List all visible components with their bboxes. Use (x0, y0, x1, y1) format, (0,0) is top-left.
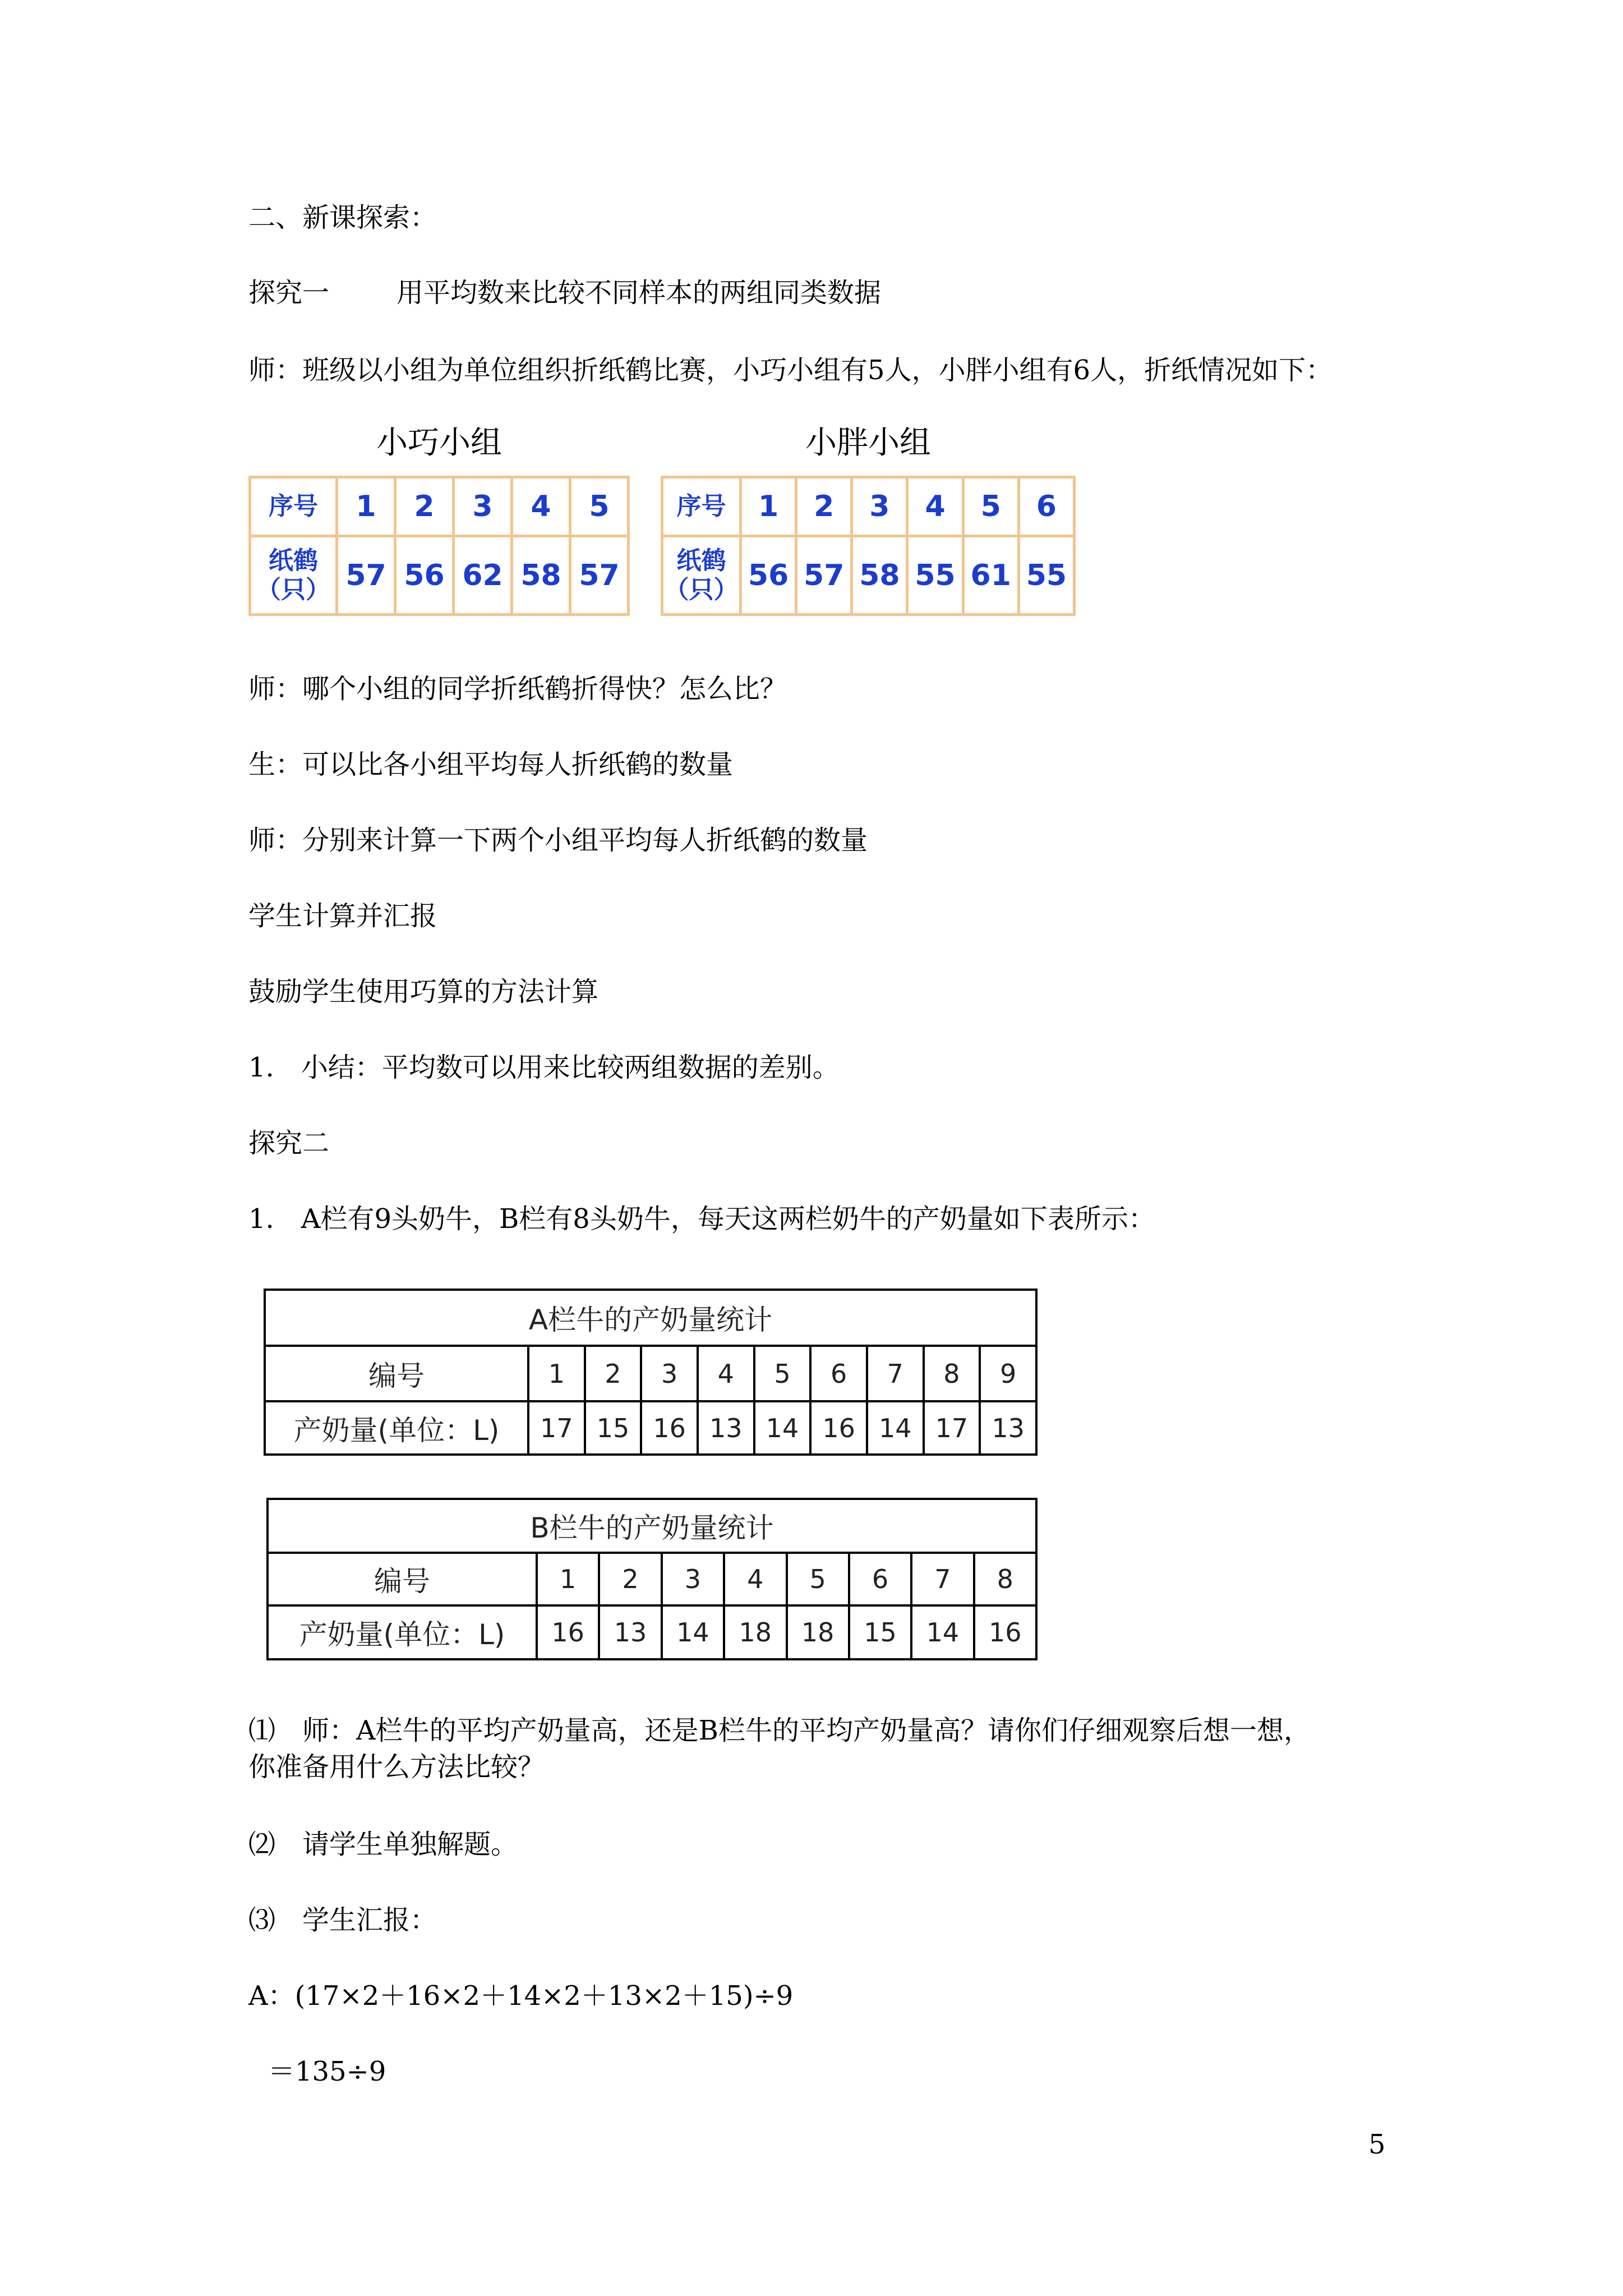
xiaoqiao-value-cell: 57 (337, 536, 395, 615)
a-number-cell: 1 (528, 1346, 585, 1401)
a-yield-cell: 14 (754, 1401, 811, 1455)
xiaopang-value-cell: 55 (907, 536, 963, 615)
xiaopang-caption: 小胖小组 (805, 425, 931, 461)
xiaopang-number-cell: 4 (907, 477, 963, 536)
xiaoqiao-caption: 小巧小组 (376, 425, 502, 461)
xiaopang-number-cell: 5 (963, 477, 1018, 536)
b-yield-cell: 18 (724, 1605, 786, 1659)
a-yield-cell: 16 (810, 1401, 867, 1455)
b-number-cell: 5 (787, 1553, 849, 1605)
xiaopang-value-cell: 55 (1018, 536, 1074, 615)
xiaoqiao-table (248, 476, 630, 616)
xiaoqiao-value-row (250, 536, 629, 615)
a-number-cell: 3 (641, 1346, 698, 1401)
b-yield-cell: 16 (974, 1605, 1036, 1659)
b-number-row (268, 1553, 1036, 1605)
xiaopang-number-cell: 2 (796, 477, 852, 536)
a-yield-cell: 15 (585, 1401, 642, 1455)
xiaopang-number-cell: 6 (1018, 477, 1074, 536)
calculation-line-1: A：(17×2＋16×2＋14×2＋13×2＋15)÷9 (248, 1980, 794, 2012)
xiaoqiao-number-cell: 3 (454, 477, 512, 536)
b-number-cell: 8 (974, 1553, 1036, 1605)
a-yield-cell: 17 (924, 1401, 980, 1455)
xiaopang-number-row (662, 477, 1075, 536)
b-milk-table (266, 1498, 1038, 1660)
xiaopang-value-cell: 61 (963, 536, 1018, 615)
a-number-row (265, 1346, 1036, 1401)
dialogue-line: 鼓励学生使用巧算的方法计算 (248, 976, 599, 1007)
a-number-label: 编号 (265, 1346, 528, 1401)
a-yield-cell: 13 (980, 1401, 1036, 1455)
step-two: ⑵ 请学生单独解题。 (248, 1829, 518, 1860)
a-number-cell: 2 (585, 1346, 642, 1401)
inquiry-two-problem: 1. A栏有9头奶牛，B栏有8头奶牛，每天这两栏奶牛的产奶量如下表所示： (248, 1203, 1155, 1235)
a-milk-table (264, 1289, 1038, 1456)
xiaopang-value-row (662, 536, 1075, 615)
step-one-line-1: ⑴ 师：A栏牛的平均产奶量高，还是B栏牛的平均产奶量高？请你们仔细观察后想一想， (248, 1715, 1311, 1746)
b-yield-cell: 14 (911, 1605, 974, 1659)
xiaopang-number-cell: 3 (852, 477, 907, 536)
xiaopang-value-cell: 56 (741, 536, 796, 615)
xiaoqiao-number-cell: 2 (395, 477, 454, 536)
xiaopang-number-cell: 1 (741, 477, 796, 536)
a-value-row (265, 1401, 1036, 1455)
a-milk-table-title: A栏牛的产奶量统计 (265, 1290, 1036, 1346)
xiaopang-value-cell: 57 (796, 536, 852, 615)
a-yield-cell: 13 (698, 1401, 754, 1455)
inquiry-one-label: 探究一 (248, 277, 330, 309)
b-number-cell: 3 (662, 1553, 724, 1605)
b-yield-cell: 13 (599, 1605, 661, 1659)
step-three: ⑶ 学生汇报： (248, 1904, 437, 1936)
a-number-cell: 7 (867, 1346, 924, 1401)
inquiry-two-label: 探究二 (248, 1128, 330, 1159)
a-number-cell: 6 (810, 1346, 867, 1401)
b-number-cell: 2 (599, 1553, 661, 1605)
b-value-row (268, 1605, 1036, 1659)
xiaoqiao-value-cell: 58 (512, 536, 570, 615)
dialogue-line: 师：哪个小组的同学折纸鹤折得快？怎么比？ (248, 673, 787, 705)
a-number-cell: 5 (754, 1346, 811, 1401)
b-yield-cell: 14 (662, 1605, 724, 1659)
dialogue-line: 师：分别来计算一下两个小组平均每人折纸鹤的数量 (248, 825, 868, 856)
a-number-cell: 8 (924, 1346, 980, 1401)
a-yield-label: 产奶量(单位：L) (265, 1401, 528, 1455)
a-number-cell: 9 (980, 1346, 1036, 1401)
b-yield-label: 产奶量(单位：L) (268, 1605, 537, 1659)
xiaoqiao-value-cell: 62 (454, 536, 512, 615)
b-number-cell: 4 (724, 1553, 786, 1605)
xiaoqiao-count-label: 纸鹤 （只） (250, 536, 337, 615)
dialogue-line: 生：可以比各小组平均每人折纸鹤的数量 (248, 749, 734, 780)
b-yield-cell: 18 (787, 1605, 849, 1659)
xiaopang-header-label: 序号 (662, 477, 741, 536)
xiaoqiao-header-label: 序号 (250, 477, 337, 536)
a-yield-cell: 16 (641, 1401, 698, 1455)
calculation-line-2: ＝135÷9 (268, 2056, 386, 2087)
b-number-cell: 1 (537, 1553, 599, 1605)
xiaoqiao-value-cell: 57 (570, 536, 629, 615)
section-heading: 二、新课探索： (248, 202, 437, 233)
a-number-cell: 4 (698, 1346, 754, 1401)
xiaoqiao-number-cell: 1 (337, 477, 395, 536)
xiaopang-value-cell: 58 (852, 536, 907, 615)
b-number-label: 编号 (268, 1553, 537, 1605)
b-number-cell: 6 (849, 1553, 911, 1605)
intro-line: 师：班级以小组为单位组织折纸鹤比赛，小巧小组有5人，小胖小组有6人，折纸情况如下： (248, 355, 1333, 386)
step-one-line-2: 你准备用什么方法比较？ (248, 1751, 545, 1783)
xiaoqiao-number-row (250, 477, 629, 536)
page-number: 5 (1368, 2129, 1386, 2160)
xiaopang-table (661, 476, 1076, 616)
xiaoqiao-value-cell: 56 (395, 536, 454, 615)
b-milk-table-title: B栏牛的产奶量统计 (268, 1499, 1036, 1553)
b-yield-cell: 15 (849, 1605, 911, 1659)
inquiry-one-heading (248, 276, 881, 310)
b-yield-cell: 16 (537, 1605, 599, 1659)
b-number-cell: 7 (911, 1553, 974, 1605)
dialogue-line: 学生计算并汇报 (248, 900, 437, 932)
summary-line: 1. 小结：平均数可以用来比较两组数据的差别。 (248, 1052, 840, 1083)
xiaoqiao-number-cell: 4 (512, 477, 570, 536)
a-yield-cell: 14 (867, 1401, 924, 1455)
inquiry-one-title: 用平均数来比较不同样本的两组同类数据 (396, 277, 882, 309)
a-yield-cell: 17 (528, 1401, 585, 1455)
xiaoqiao-number-cell: 5 (570, 477, 629, 536)
xiaopang-count-label: 纸鹤 （只） (662, 536, 741, 615)
